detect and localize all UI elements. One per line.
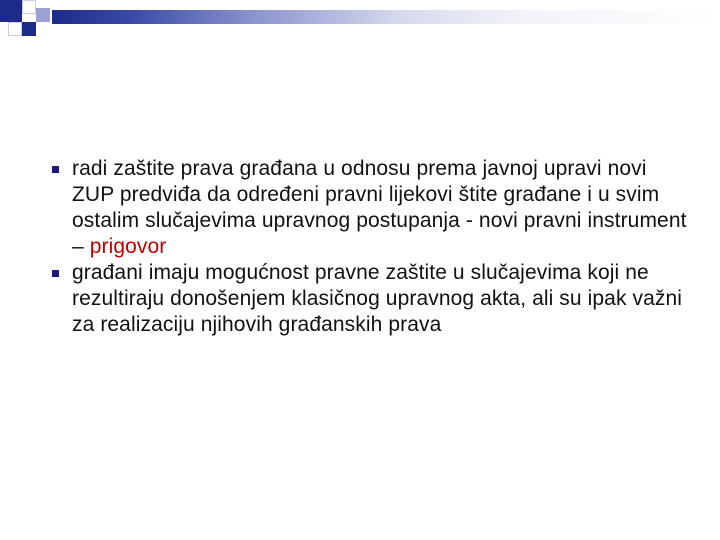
- header-decoration: [0, 0, 720, 40]
- bullet-list: [52, 156, 692, 338]
- decor-square-dark: [22, 22, 36, 36]
- bullet-item-1: [52, 156, 692, 260]
- decor-square-light: [22, 0, 36, 14]
- header-gradient-strip: [52, 10, 720, 24]
- square-bullet-icon: [52, 166, 59, 173]
- square-bullet-icon: [52, 270, 59, 277]
- decor-square-mid: [36, 8, 50, 22]
- bullet-item-2: [52, 260, 692, 338]
- highlight-term: prigovor: [89, 235, 167, 258]
- bullet-text: građani imaju mogućnost pravne zaštite u slučajevima koji ne rezultiraju donošenjem klasičnog upravnog akta, ali su ipak važni za realizaciju njihovih građanskih prava: [72, 261, 683, 336]
- decor-square-dark: [0, 0, 22, 22]
- bullet-text: radi zaštite prava građana u odnosu prema javnoj upravi novi ZUP predviđa da određeni pravni lijekovi štite građane i u svim ostalim slučajevima upravnog postupanja - novi pravni instrument –: [72, 157, 687, 258]
- decor-square-light: [8, 22, 22, 36]
